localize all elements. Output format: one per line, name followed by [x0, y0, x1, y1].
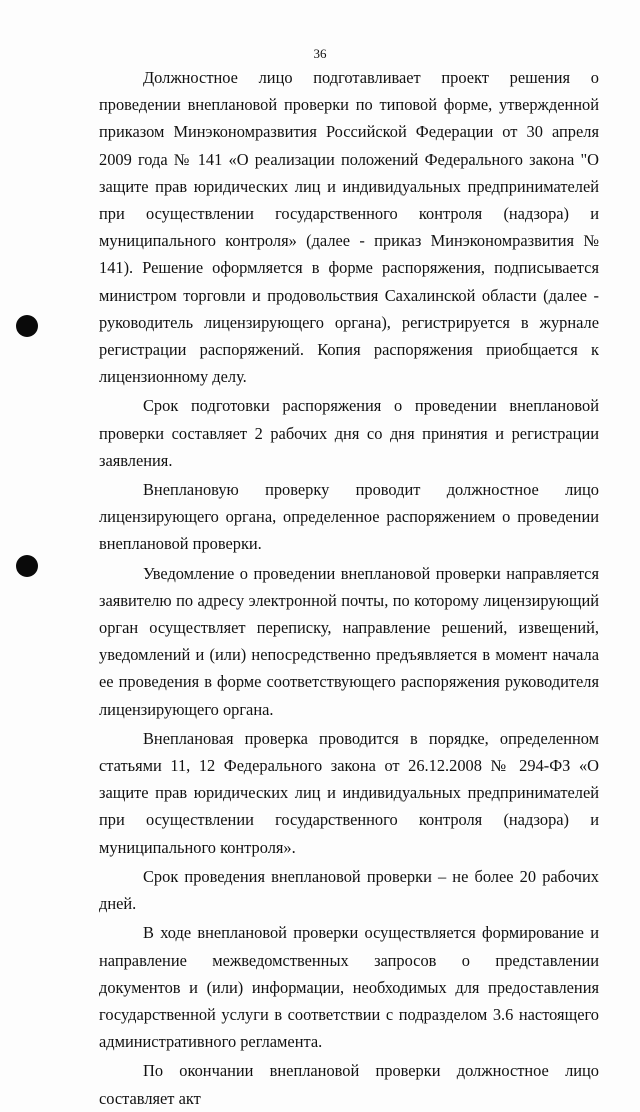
paragraph: В ходе внеплановой проверки осуществляется формирование и направление межведомственных запросов о представлении документов и (или) информации, необходимых для предоставления государственной услуги в соответствии с подразделом 3.6 настоящего административного регламента. — [99, 923, 599, 1052]
binder-hole-mark — [16, 555, 38, 577]
page-number: 36 — [313, 46, 327, 61]
paragraph: По окончании внеплановой проверки должностное лицо составляет акт — [99, 1061, 599, 1108]
paragraph: Должностное лицо подготавливает проект решения о проведении внеплановой проверки по типовой форме, утвержденной приказом Минэкономразвития Российской Федерации от 30 апреля 2009 года № 141 «О реализации положений Федерального закона "О защите прав юридических лиц и индивидуальных предпринимателей при осуществлении государственного контроля (надзора) и муниципального контроля» (далее - приказ Минэкономразвития № 141). Решение оформляется в форме распоряжения, подписывается министром торговли и продовольствия Сахалинской области (далее - руководитель лицензирующего органа), регистрируется в журнале регистрации распоряжений. Копия распоряжения приобщается к лицензионному делу. — [99, 68, 599, 387]
paragraph: Внеплановую проверку проводит должностное лицо лицензирующего органа, определенное распоряжением о проведении внеплановой проверки. — [99, 480, 599, 554]
binder-hole-mark — [16, 315, 38, 337]
paragraph: Срок проведения внеплановой проверки – не более 20 рабочих дней. — [99, 866, 599, 914]
document-body — [99, 64, 599, 1112]
paragraph: Внеплановая проверка проводится в порядке, определенном статьями 11, 12 Федерального закона от 26.12.2008 № 294-ФЗ «О защите прав юридических лиц и индивидуальных предпринимателей при осуществлении государственного контроля (надзора) и муниципального контроля». — [99, 728, 599, 857]
paragraph: Уведомление о проведении внеплановой проверки направляется заявителю по адресу электронной почты, по которому лицензирующий орган осуществляет переписку, направление решений, извещений, уведомлений и (или) непосредственно предъявляется в момент начала ее проведения в форме соответствующего распоряжения руководителя лицензирующего органа. — [99, 563, 599, 719]
paragraph: Срок подготовки распоряжения о проведении внеплановой проверки составляет 2 рабочих дня со дня принятия и регистрации заявления. — [99, 396, 599, 470]
